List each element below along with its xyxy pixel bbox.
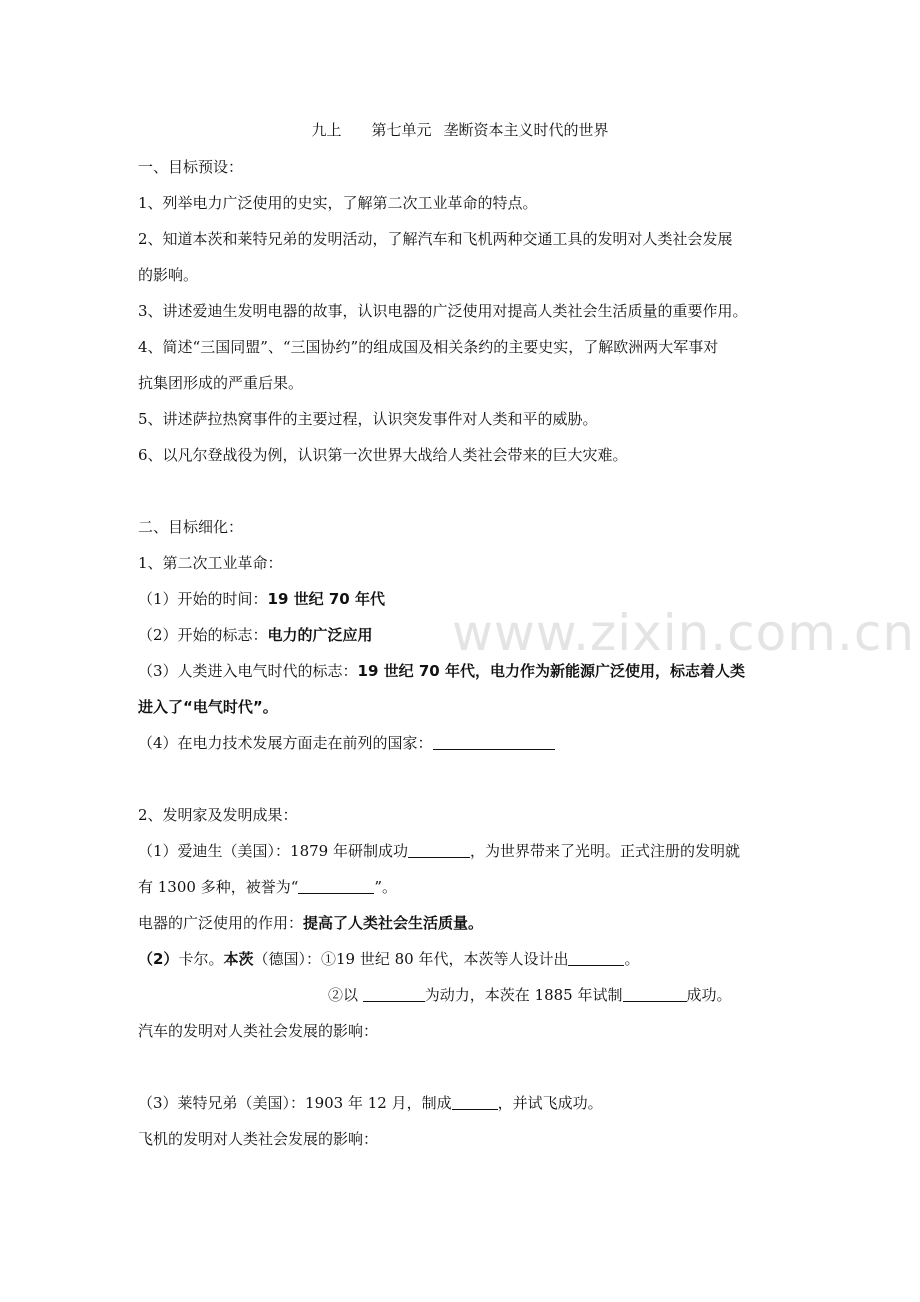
goal-item-6: 6、以凡尔登战役为例，认识第一次世界大战给人类社会带来的巨大灾难。 bbox=[138, 446, 628, 464]
question-label: （4）在电力技术发展方面走在前列的国家： bbox=[138, 734, 433, 752]
goal-item-4: 4、简述“三国同盟”、“三国协约”的组成国及相关条约的主要史实，了解欧洲两大军事对 bbox=[138, 338, 719, 356]
plane-impact-prompt: 飞机的发明对人类社会发展的影响： bbox=[138, 1130, 379, 1148]
answer-blank[interactable] bbox=[408, 842, 470, 858]
title-unit: 第七单元 bbox=[371, 121, 432, 139]
question-label: 电器的广泛使用的作用： bbox=[138, 914, 304, 932]
benz-line-cont bbox=[328, 985, 788, 1005]
benz-line bbox=[138, 949, 788, 969]
section2-heading: 二、目标细化： bbox=[138, 518, 244, 536]
edison-line bbox=[138, 841, 788, 861]
goal-item-2-cont: 的影响。 bbox=[138, 266, 199, 284]
goal-item-2: 2、知道本茨和莱特兄弟的发明活动，了解汽车和飞机两种交通工具的发明对人类社会发展 bbox=[138, 230, 733, 248]
question-leading-countries bbox=[138, 733, 788, 753]
answer-text: 提高了人类社会生活质量。 bbox=[303, 914, 484, 932]
wright-text: （3）莱特兄弟（美国）：1903 年 12 月，制成 bbox=[138, 1094, 452, 1112]
edison-text: 有 1300 多种，被誉为“ bbox=[138, 878, 299, 896]
goal-item-1: 1、列举电力广泛使用的史实，了解第二次工业革命的特点。 bbox=[138, 194, 538, 212]
benz-text: ②以 bbox=[328, 986, 363, 1004]
item-number: （2） bbox=[138, 950, 179, 968]
section1-heading: 一、目标预设： bbox=[138, 158, 244, 176]
benz-text: 为动力，本茨在 1885 年试制 bbox=[424, 986, 623, 1004]
benz-text: 卡尔。 bbox=[178, 950, 224, 968]
subsection-industrial-revolution: 1、第二次工业革命： bbox=[138, 554, 283, 572]
edison-text: ”。 bbox=[374, 878, 398, 896]
question-label: （3）人类进入电气时代的标志： bbox=[138, 662, 358, 680]
watermark-logo: www.zixin.com.cn bbox=[452, 604, 916, 662]
goal-item-4-cont: 抗集团形成的严重后果。 bbox=[138, 374, 304, 392]
subsection-inventors: 2、发明家及发明成果： bbox=[138, 806, 298, 824]
wright-text: ，并试飞成功。 bbox=[497, 1094, 603, 1112]
benz-name: 本茨 bbox=[223, 950, 254, 968]
benz-text: （德国）：①19 世纪 80 年代，本茨等人设计出 bbox=[253, 950, 569, 968]
goal-item-5: 5、讲述萨拉热窝事件的主要过程，认识突发事件对人类和平的威胁。 bbox=[138, 410, 598, 428]
electric-appliance-effect bbox=[138, 913, 788, 933]
car-impact-prompt: 汽车的发明对人类社会发展的影响： bbox=[138, 1022, 379, 1040]
answer-text: 电力的广泛应用 bbox=[267, 626, 373, 644]
question-label: （2）开始的标志： bbox=[138, 626, 268, 644]
answer-blank[interactable] bbox=[568, 950, 624, 966]
edison-line-cont bbox=[138, 877, 788, 897]
edison-text: （1）爱迪生（美国）：1879 年研制成功 bbox=[138, 842, 408, 860]
goal-item-3: 3、讲述爱迪生发明电器的故事，认识电器的广泛使用对提高人类社会生活质量的重要作用。 bbox=[138, 302, 748, 320]
wright-line bbox=[138, 1093, 788, 1113]
question-electric-age bbox=[138, 661, 788, 681]
question-label: （1）开始的时间： bbox=[138, 590, 268, 608]
answer-blank[interactable] bbox=[433, 734, 555, 750]
edison-text: ，为世界带来了光明。正式注册的发明就 bbox=[470, 842, 741, 860]
benz-text: 成功。 bbox=[686, 986, 732, 1004]
answer-blank[interactable] bbox=[363, 986, 425, 1002]
title-grade: 九上 bbox=[311, 121, 342, 139]
answer-blank[interactable] bbox=[452, 1094, 498, 1110]
answer-blank[interactable] bbox=[623, 986, 687, 1002]
answer-text-cont: 进入了“电气时代”。 bbox=[138, 698, 278, 716]
title-topic: 垄断资本主义时代的世界 bbox=[443, 121, 609, 139]
answer-text: 19 世纪 70 年代 bbox=[267, 590, 385, 608]
answer-text: 19 世纪 70 年代，电力作为新能源广泛使用，标志着人类 bbox=[357, 662, 745, 680]
page-title bbox=[0, 120, 920, 140]
answer-blank[interactable] bbox=[298, 878, 374, 894]
benz-text: 。 bbox=[624, 950, 640, 968]
